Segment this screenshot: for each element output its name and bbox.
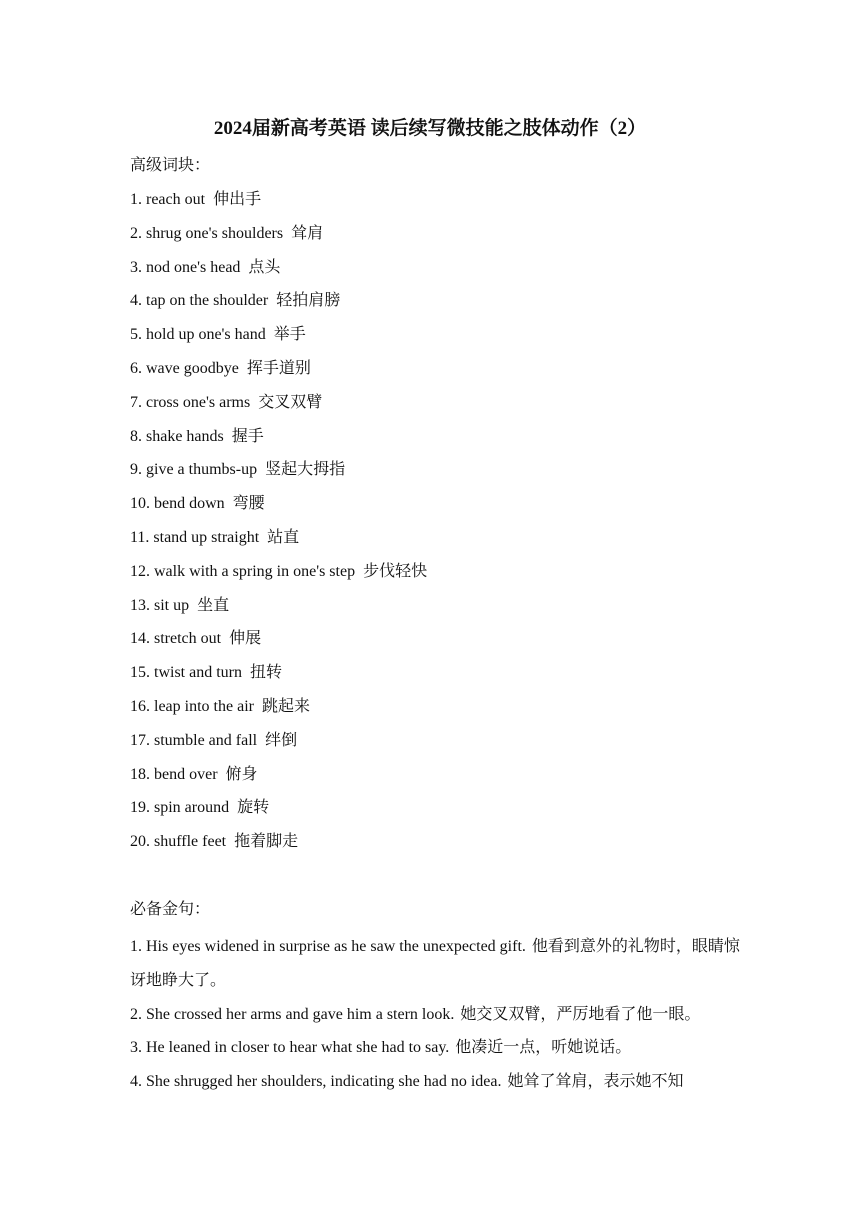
page-title: 2024届新高考英语 读后续写微技能之肢体动作（2）: [213, 118, 647, 139]
list-item: [130, 730, 427, 764]
vocab-zh: 轻拍肩膀: [276, 292, 341, 310]
vocab-zh: 坐直: [197, 596, 230, 614]
list-item: [130, 426, 427, 460]
list-item: [130, 223, 427, 257]
sentence-item: [130, 1065, 745, 1099]
list-item: [130, 459, 427, 493]
vocab-en: 13. sit up: [130, 596, 190, 614]
list-item: [130, 628, 427, 662]
list-item: [130, 493, 427, 527]
vocab-zh: 伸展: [229, 630, 262, 648]
sentence-zh: 他看到意外的礼物时，眼睛惊讶地睁大了。: [130, 938, 740, 989]
vocab-zh: 挥手道别: [246, 359, 311, 377]
vocab-en: 12. walk with a spring in one's step: [130, 562, 356, 580]
list-item: [130, 257, 427, 291]
vocab-en: 15. twist and turn: [130, 664, 242, 682]
vocab-zh: 跳起来: [261, 697, 310, 715]
sentence-en: 2. She crossed her arms and gave him a stern look.: [130, 1005, 455, 1023]
vocab-zh: 步伐轻快: [363, 562, 428, 580]
vocab-zh: 绊倒: [265, 731, 298, 749]
list-item: [130, 595, 427, 629]
sentences-heading: 必备金句：: [130, 901, 211, 918]
vocab-zh: 握手: [231, 427, 264, 445]
vocab-zh: 旋转: [237, 799, 270, 817]
vocab-en: 8. shake hands: [130, 427, 224, 445]
vocab-en: 16. leap into the air: [130, 697, 254, 715]
vocab-en: 14. stretch out: [130, 630, 222, 648]
vocab-en: 10. bend down: [130, 495, 225, 513]
vocab-en: 4. tap on the shoulder: [130, 292, 269, 310]
vocab-en: 20. shuffle feet: [130, 833, 227, 851]
sentence-list: [130, 930, 745, 1099]
vocab-en: 5. hold up one's hand: [130, 326, 266, 344]
vocab-zh: 拖着脚走: [234, 833, 299, 851]
vocab-en: 1. reach out: [130, 191, 206, 208]
vocab-zh: 弯腰: [232, 495, 265, 513]
list-item: [130, 662, 427, 696]
vocab-en: 3. nod one's head: [130, 258, 241, 276]
vocab-en: 7. cross one's arms: [130, 393, 251, 411]
vocab-zh: 伸出手: [213, 191, 262, 208]
vocab-en: 6. wave goodbye: [130, 359, 239, 377]
sentence-en: 4. She shrugged her shoulders, indicating she had no idea.: [130, 1073, 502, 1091]
vocab-zh: 耸肩: [291, 224, 324, 242]
vocab-zh: 举手: [273, 326, 306, 344]
vocab-zh: 俯身: [225, 765, 258, 783]
list-item: [130, 358, 427, 392]
list-item: [130, 764, 427, 798]
sentence-zh: 她交叉双臂，严厉地看了他一眼。: [460, 1005, 701, 1023]
vocab-zh: 扭转: [250, 664, 283, 682]
sentence-en: 3. He leaned in closer to hear what she had to say.: [130, 1039, 450, 1057]
sentence-zh: 她耸了耸肩，表示她不知: [507, 1073, 684, 1091]
list-item: [130, 831, 427, 865]
vocab-en: 18. bend over: [130, 765, 218, 783]
list-item: [130, 561, 427, 595]
vocab-en: 11. stand up straight: [130, 528, 260, 546]
vocab-zh: 点头: [248, 258, 281, 276]
list-item: [130, 797, 427, 831]
sentence-item: [130, 1031, 745, 1065]
vocab-zh: 站直: [267, 528, 300, 546]
vocab-en: 17. stumble and fall: [130, 731, 258, 749]
list-item: [130, 290, 427, 324]
vocab-heading: 高级词块：: [130, 157, 211, 174]
vocab-en: 2. shrug one's shoulders: [130, 224, 284, 242]
vocab-zh: 竖起大拇指: [265, 461, 346, 479]
sentence-zh: 他凑近一点，听她说话。: [455, 1039, 632, 1057]
vocab-list: [130, 189, 427, 865]
sentence-item: [130, 930, 745, 998]
vocab-zh: 交叉双臂: [258, 393, 323, 411]
vocab-en: 19. spin around: [130, 799, 230, 817]
list-item: [130, 527, 427, 561]
list-item: [130, 324, 427, 358]
list-item: [130, 392, 427, 426]
sentence-en: 1. His eyes widened in surprise as he saw the unexpected gift.: [130, 938, 526, 955]
vocab-en: 9. give a thumbs-up: [130, 461, 258, 479]
sentence-item: [130, 998, 745, 1032]
list-item: [130, 189, 427, 223]
list-item: [130, 696, 427, 730]
